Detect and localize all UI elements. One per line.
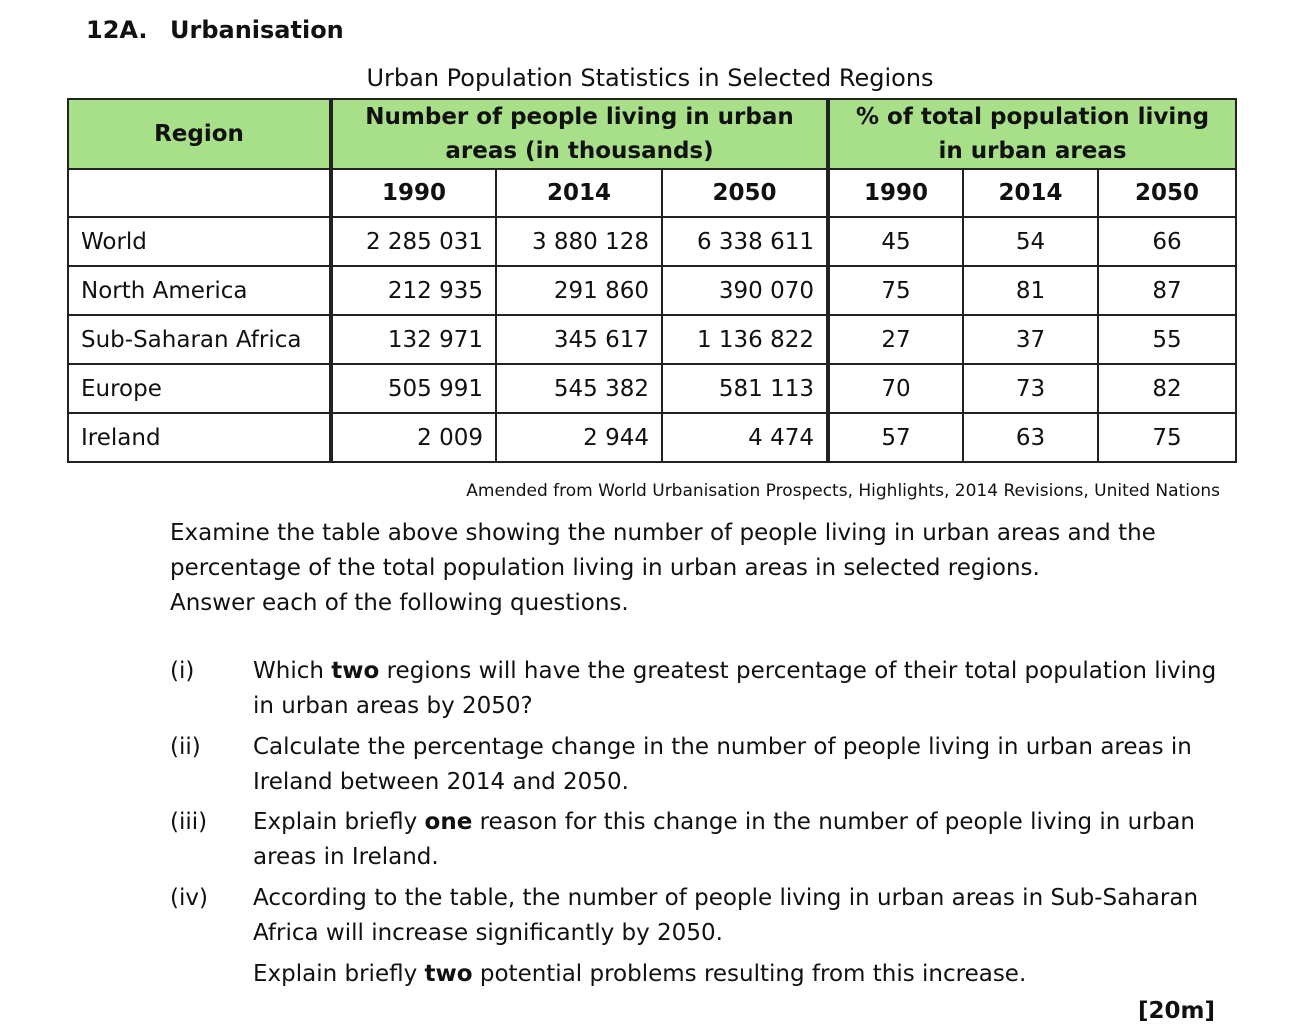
- percent-cell: 66: [1098, 217, 1236, 266]
- number-cell: 390 070: [662, 266, 828, 315]
- year-header: 2050: [662, 169, 828, 217]
- percent-cell: 81: [963, 266, 1098, 315]
- region-cell: World: [68, 217, 331, 266]
- number-cell: 3 880 128: [496, 217, 662, 266]
- table-row: [68, 364, 1236, 413]
- question-text: Calculate the percentage change in the number of people living in urban areas in Ireland between 2014 and 2050.: [253, 734, 1192, 795]
- percent-cell: 75: [1098, 413, 1236, 462]
- header-number-group: Number of people living in urban areas (in thousands): [331, 99, 828, 169]
- table-row: [68, 315, 1236, 364]
- region-cell: Sub-Saharan Africa: [68, 315, 331, 364]
- percent-cell: 75: [828, 266, 963, 315]
- header-region: Region: [68, 99, 331, 169]
- region-cell: Ireland: [68, 413, 331, 462]
- question-heading: [86, 16, 344, 44]
- year-header: 1990: [331, 169, 496, 217]
- intro-line: percentage of the total population living in urban areas in selected regions.: [170, 555, 1040, 581]
- number-cell: 6 338 611: [662, 217, 828, 266]
- percent-cell: 45: [828, 217, 963, 266]
- region-cell: Europe: [68, 364, 331, 413]
- question-label: (iv): [170, 885, 208, 911]
- question-label: (iii): [170, 809, 208, 835]
- question-text: According to the table, the number of people living in urban areas in Sub-Saharan Africa will increase significantly by 2050. Explain briefly two potential problems resulting from this increase.: [253, 885, 1199, 987]
- percent-cell: 54: [963, 217, 1098, 266]
- year-header: 1990: [828, 169, 963, 217]
- percent-cell: 37: [963, 315, 1098, 364]
- table-row: [68, 217, 1236, 266]
- percent-cell: 57: [828, 413, 963, 462]
- number-cell: 4 474: [662, 413, 828, 462]
- urban-population-table: [67, 98, 1237, 463]
- header-blank-cell: [68, 169, 331, 217]
- percent-cell: 87: [1098, 266, 1236, 315]
- number-cell: 581 113: [662, 364, 828, 413]
- number-cell: 291 860: [496, 266, 662, 315]
- percent-cell: 63: [963, 413, 1098, 462]
- number-cell: 545 382: [496, 364, 662, 413]
- number-cell: 1 136 822: [662, 315, 828, 364]
- number-cell: 345 617: [496, 315, 662, 364]
- table-source: Amended from World Urbanisation Prospects, Highlights, 2014 Revisions, United Nations: [466, 481, 1220, 501]
- marks-total: [20m]: [1138, 998, 1215, 1024]
- question-label: (i): [170, 658, 195, 684]
- number-cell: 2 285 031: [331, 217, 496, 266]
- year-header: 2014: [963, 169, 1098, 217]
- table-row: [68, 413, 1236, 462]
- percent-cell: 55: [1098, 315, 1236, 364]
- percent-cell: 82: [1098, 364, 1236, 413]
- table-caption: Urban Population Statistics in Selected Regions: [366, 64, 934, 92]
- percent-cell: 73: [963, 364, 1098, 413]
- table-row: [68, 266, 1236, 315]
- question-number: 12A.: [86, 16, 148, 44]
- number-cell: 2 009: [331, 413, 496, 462]
- percent-cell: 70: [828, 364, 963, 413]
- year-header: 2050: [1098, 169, 1236, 217]
- intro-line: Examine the table above showing the number of people living in urban areas and the: [170, 520, 1156, 546]
- intro-line: Answer each of the following questions.: [170, 590, 629, 616]
- number-cell: 212 935: [331, 266, 496, 315]
- number-cell: 132 971: [331, 315, 496, 364]
- number-cell: 505 991: [331, 364, 496, 413]
- question-label: (ii): [170, 734, 201, 760]
- question-title: Urbanisation: [170, 16, 344, 44]
- question-intro: [170, 516, 1230, 621]
- header-percent-group: % of total population living in urban areas: [828, 99, 1236, 169]
- region-cell: North America: [68, 266, 331, 315]
- percent-cell: 27: [828, 315, 963, 364]
- year-header: 2014: [496, 169, 662, 217]
- question-text: Which two regions will have the greatest percentage of their total population living in urban areas by 2050?: [253, 658, 1217, 719]
- question-text: Explain briefly one reason for this change in the number of people living in urban areas in Ireland.: [253, 809, 1195, 870]
- number-cell: 2 944: [496, 413, 662, 462]
